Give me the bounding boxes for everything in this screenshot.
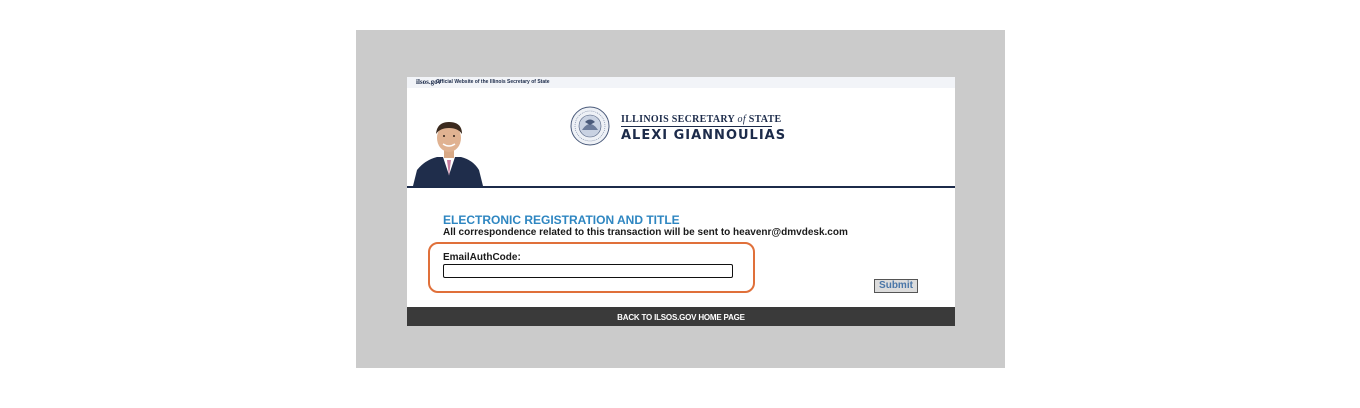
site-header (407, 88, 955, 188)
top-bar (407, 77, 955, 88)
correspondence-notice: All correspondence related to this transaction will be sent to heavenr@dmvdesk.com (443, 227, 848, 238)
page-title: ELECTRONIC REGISTRATION AND TITLE (443, 213, 680, 227)
office-title-of: of (737, 114, 746, 125)
ilsos-brand-link[interactable]: ilsos.gov (416, 78, 442, 86)
footer-bar (407, 307, 955, 326)
secretary-portrait (413, 120, 485, 186)
official-website-text: Official Website of the Illinois Secretary of State (436, 79, 550, 85)
office-title (621, 114, 782, 125)
office-title-prefix: ILLINOIS SECRETARY (621, 114, 735, 125)
office-title-divider (621, 126, 772, 127)
email-auth-code-label: EmailAuthCode: (443, 252, 521, 263)
official-name: ALEXI GIANNOULIAS (621, 128, 787, 143)
email-auth-code-input[interactable] (443, 264, 733, 278)
office-title-suffix: STATE (748, 114, 782, 125)
submit-button[interactable]: Submit (874, 279, 918, 293)
back-to-home-link[interactable]: BACK TO ILSOS.GOV HOME PAGE (617, 313, 745, 322)
ilsos-page (407, 77, 955, 326)
state-seal-icon (570, 106, 610, 146)
